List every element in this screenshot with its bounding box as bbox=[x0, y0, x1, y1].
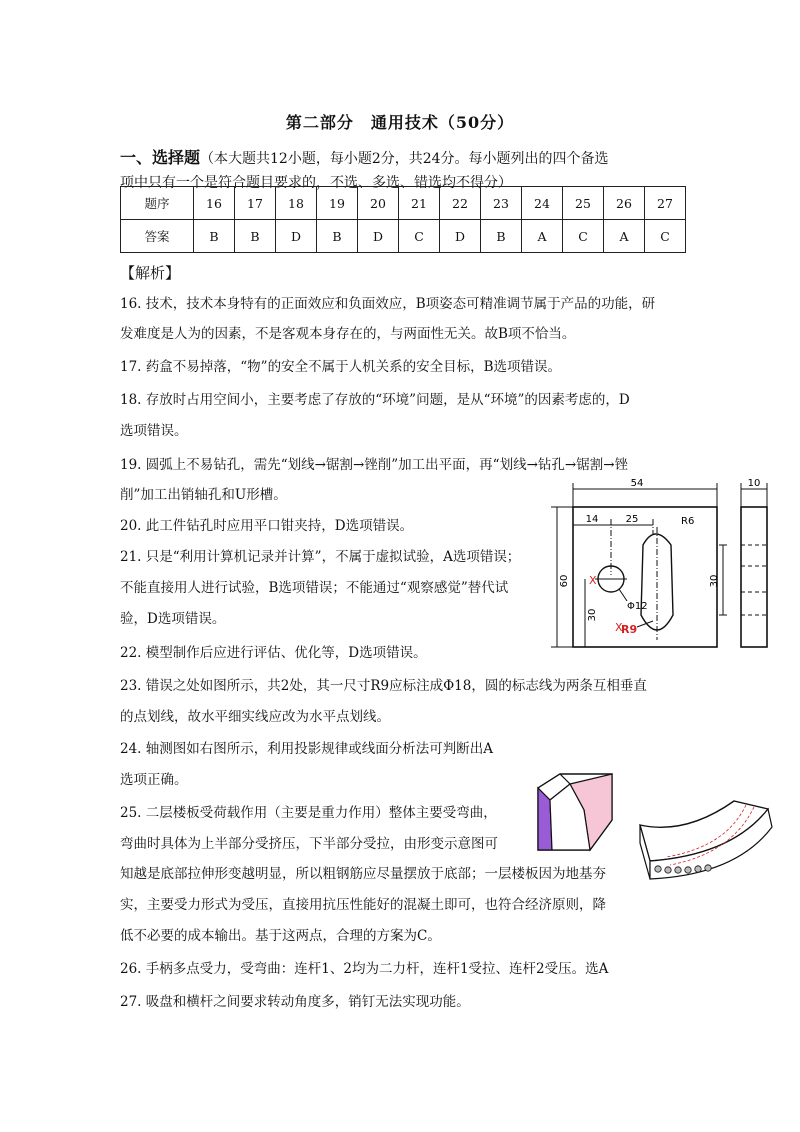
dim-label-10: 10 bbox=[747, 478, 761, 489]
bending-slab-diagram bbox=[636, 795, 781, 895]
table-row bbox=[121, 220, 686, 253]
answer-cell: B bbox=[317, 220, 358, 253]
table-header-cell: 题序 bbox=[121, 187, 194, 220]
analysis-line: 16. 技术，技术本身特有的正面效应和负面效应，B项姿态可精准调节属于产品的功能，研 bbox=[120, 296, 656, 312]
section-desc-line1: （本大题共12小题，每小题2分，共24分。每小题列出的四个备选 bbox=[200, 151, 609, 167]
dim-label-30-inner: 30 bbox=[587, 608, 598, 622]
dim-label-30-right: 30 bbox=[709, 574, 720, 588]
question-number-cell: 26 bbox=[604, 187, 645, 220]
question-number-cell: 19 bbox=[317, 187, 358, 220]
answer-cell: C bbox=[563, 220, 604, 253]
answer-cell: B bbox=[235, 220, 276, 253]
analysis-line: 26. 手柄多点受力，受弯曲：连杆1、2均为二力杆，连杆1受拉、连杆2受压。选A bbox=[120, 961, 609, 977]
dim-label-54: 54 bbox=[630, 478, 644, 489]
analysis-line: 发难度是人为的因素，不是客观本身存在的，与两面性无关。故B项不恰当。 bbox=[120, 326, 576, 342]
answer-cell: A bbox=[604, 220, 645, 253]
section-heading: 一、选择题 bbox=[120, 148, 201, 167]
dim-label-14: 14 bbox=[585, 514, 599, 525]
analysis-line: 的点划线，故水平细实线应改为水平点划线。 bbox=[120, 709, 390, 725]
analysis-line: 27. 吸盘和横杆之间要求转动角度多，销钉无法实现功能。 bbox=[120, 994, 470, 1010]
answer-cell: C bbox=[645, 220, 686, 253]
analysis-line: 低不必要的成本输出。基于这两点，合理的方案为C。 bbox=[120, 928, 441, 944]
dim-label-r9: R9 bbox=[621, 623, 638, 636]
answer-cell: B bbox=[194, 220, 235, 253]
analysis-line: 削”加工出销轴孔和U形槽。 bbox=[120, 487, 287, 503]
dim-label-r6: R6 bbox=[681, 516, 695, 527]
analysis-line: 选项正确。 bbox=[120, 772, 188, 788]
analysis-line: 18. 存放时占用空间小，主要考虑了存放的“环境”问题，是从“环境”的因素考虑的，D bbox=[120, 392, 630, 408]
analysis-line: 验，D选项错误。 bbox=[120, 611, 226, 627]
answer-cell: D bbox=[358, 220, 399, 253]
analysis-heading: 【解析】 bbox=[120, 264, 181, 282]
analysis-line: 23. 错误之处如图所示，共2处，其一尺寸R9应标注成Φ18，圆的标志线为两条互相垂直 bbox=[120, 678, 647, 694]
analysis-line: 25. 二层楼板受荷载作用（主要是重力作用）整体主要受弯曲， bbox=[120, 805, 497, 821]
question-number-cell: 25 bbox=[563, 187, 604, 220]
error-mark-x: X bbox=[615, 621, 623, 634]
question-number-cell: 16 bbox=[194, 187, 235, 220]
analysis-line: 弯曲时具体为上半部分受挤压，下半部分受拉，由形变示意图可 bbox=[120, 836, 498, 852]
axonometric-drawing bbox=[530, 770, 640, 870]
analysis-line: 不能直接用人进行试验，B选项错误；不能通过“观察感觉”替代试 bbox=[120, 580, 509, 596]
question-number-cell: 17 bbox=[235, 187, 276, 220]
answer-cell: C bbox=[399, 220, 440, 253]
error-mark-x: X bbox=[589, 574, 597, 587]
question-number-cell: 23 bbox=[481, 187, 522, 220]
answer-cell: D bbox=[276, 220, 317, 253]
table-header-cell: 答案 bbox=[121, 220, 194, 253]
question-number-cell: 24 bbox=[522, 187, 563, 220]
answer-cell: D bbox=[440, 220, 481, 253]
analysis-line: 19. 圆弧上不易钻孔，需先“划线→锯割→锉削”加工出平面，再“划线→钻孔→锯割→锉 bbox=[120, 457, 629, 473]
engineering-drawing bbox=[545, 475, 785, 660]
question-number-cell: 20 bbox=[358, 187, 399, 220]
question-number-cell: 18 bbox=[276, 187, 317, 220]
analysis-line: 实，主要受力形式为受压，直接用抗压性能好的混凝土即可，也符合经济原则，降 bbox=[120, 897, 606, 913]
side-view-outline bbox=[741, 507, 767, 647]
answer-cell: A bbox=[522, 220, 563, 253]
analysis-line: 17. 药盒不易掉落，“物”的安全不属于人机关系的安全目标，B选项错误。 bbox=[120, 359, 561, 375]
table-row bbox=[121, 187, 686, 220]
analysis-line: 20. 此工件钻孔时应用平口钳夹持，D选项错误。 bbox=[120, 518, 414, 534]
analysis-line: 22. 模型制作后应进行评估、优化等，D选项错误。 bbox=[120, 645, 427, 661]
question-number-cell: 21 bbox=[399, 187, 440, 220]
analysis-line: 选项错误。 bbox=[120, 423, 188, 439]
page-title: 第二部分 通用技术（50分） bbox=[285, 113, 515, 132]
question-number-cell: 22 bbox=[440, 187, 481, 220]
analysis-line: 24. 轴测图如右图所示，利用投影规律或线面分析法可判断出A bbox=[120, 741, 494, 757]
answer-cell: B bbox=[481, 220, 522, 253]
analysis-line: 21. 只是“利用计算机记录并计算”，不属于虚拟试验，A选项错误； bbox=[120, 549, 521, 565]
question-number-cell: 27 bbox=[645, 187, 686, 220]
section-desc-line2: 项中只有一个是符合题目要求的，不选、多选、错选均不得分） bbox=[120, 175, 512, 191]
dim-label-25: 25 bbox=[625, 514, 639, 525]
analysis-line: 知越是底部拉伸形变越明显，所以粗钢筋应尽量摆放于底部；一层楼板因为地基夯 bbox=[120, 866, 606, 882]
dim-label-phi12: Φ12 bbox=[627, 601, 648, 612]
dim-label-60: 60 bbox=[559, 574, 570, 588]
answer-table bbox=[120, 186, 686, 253]
